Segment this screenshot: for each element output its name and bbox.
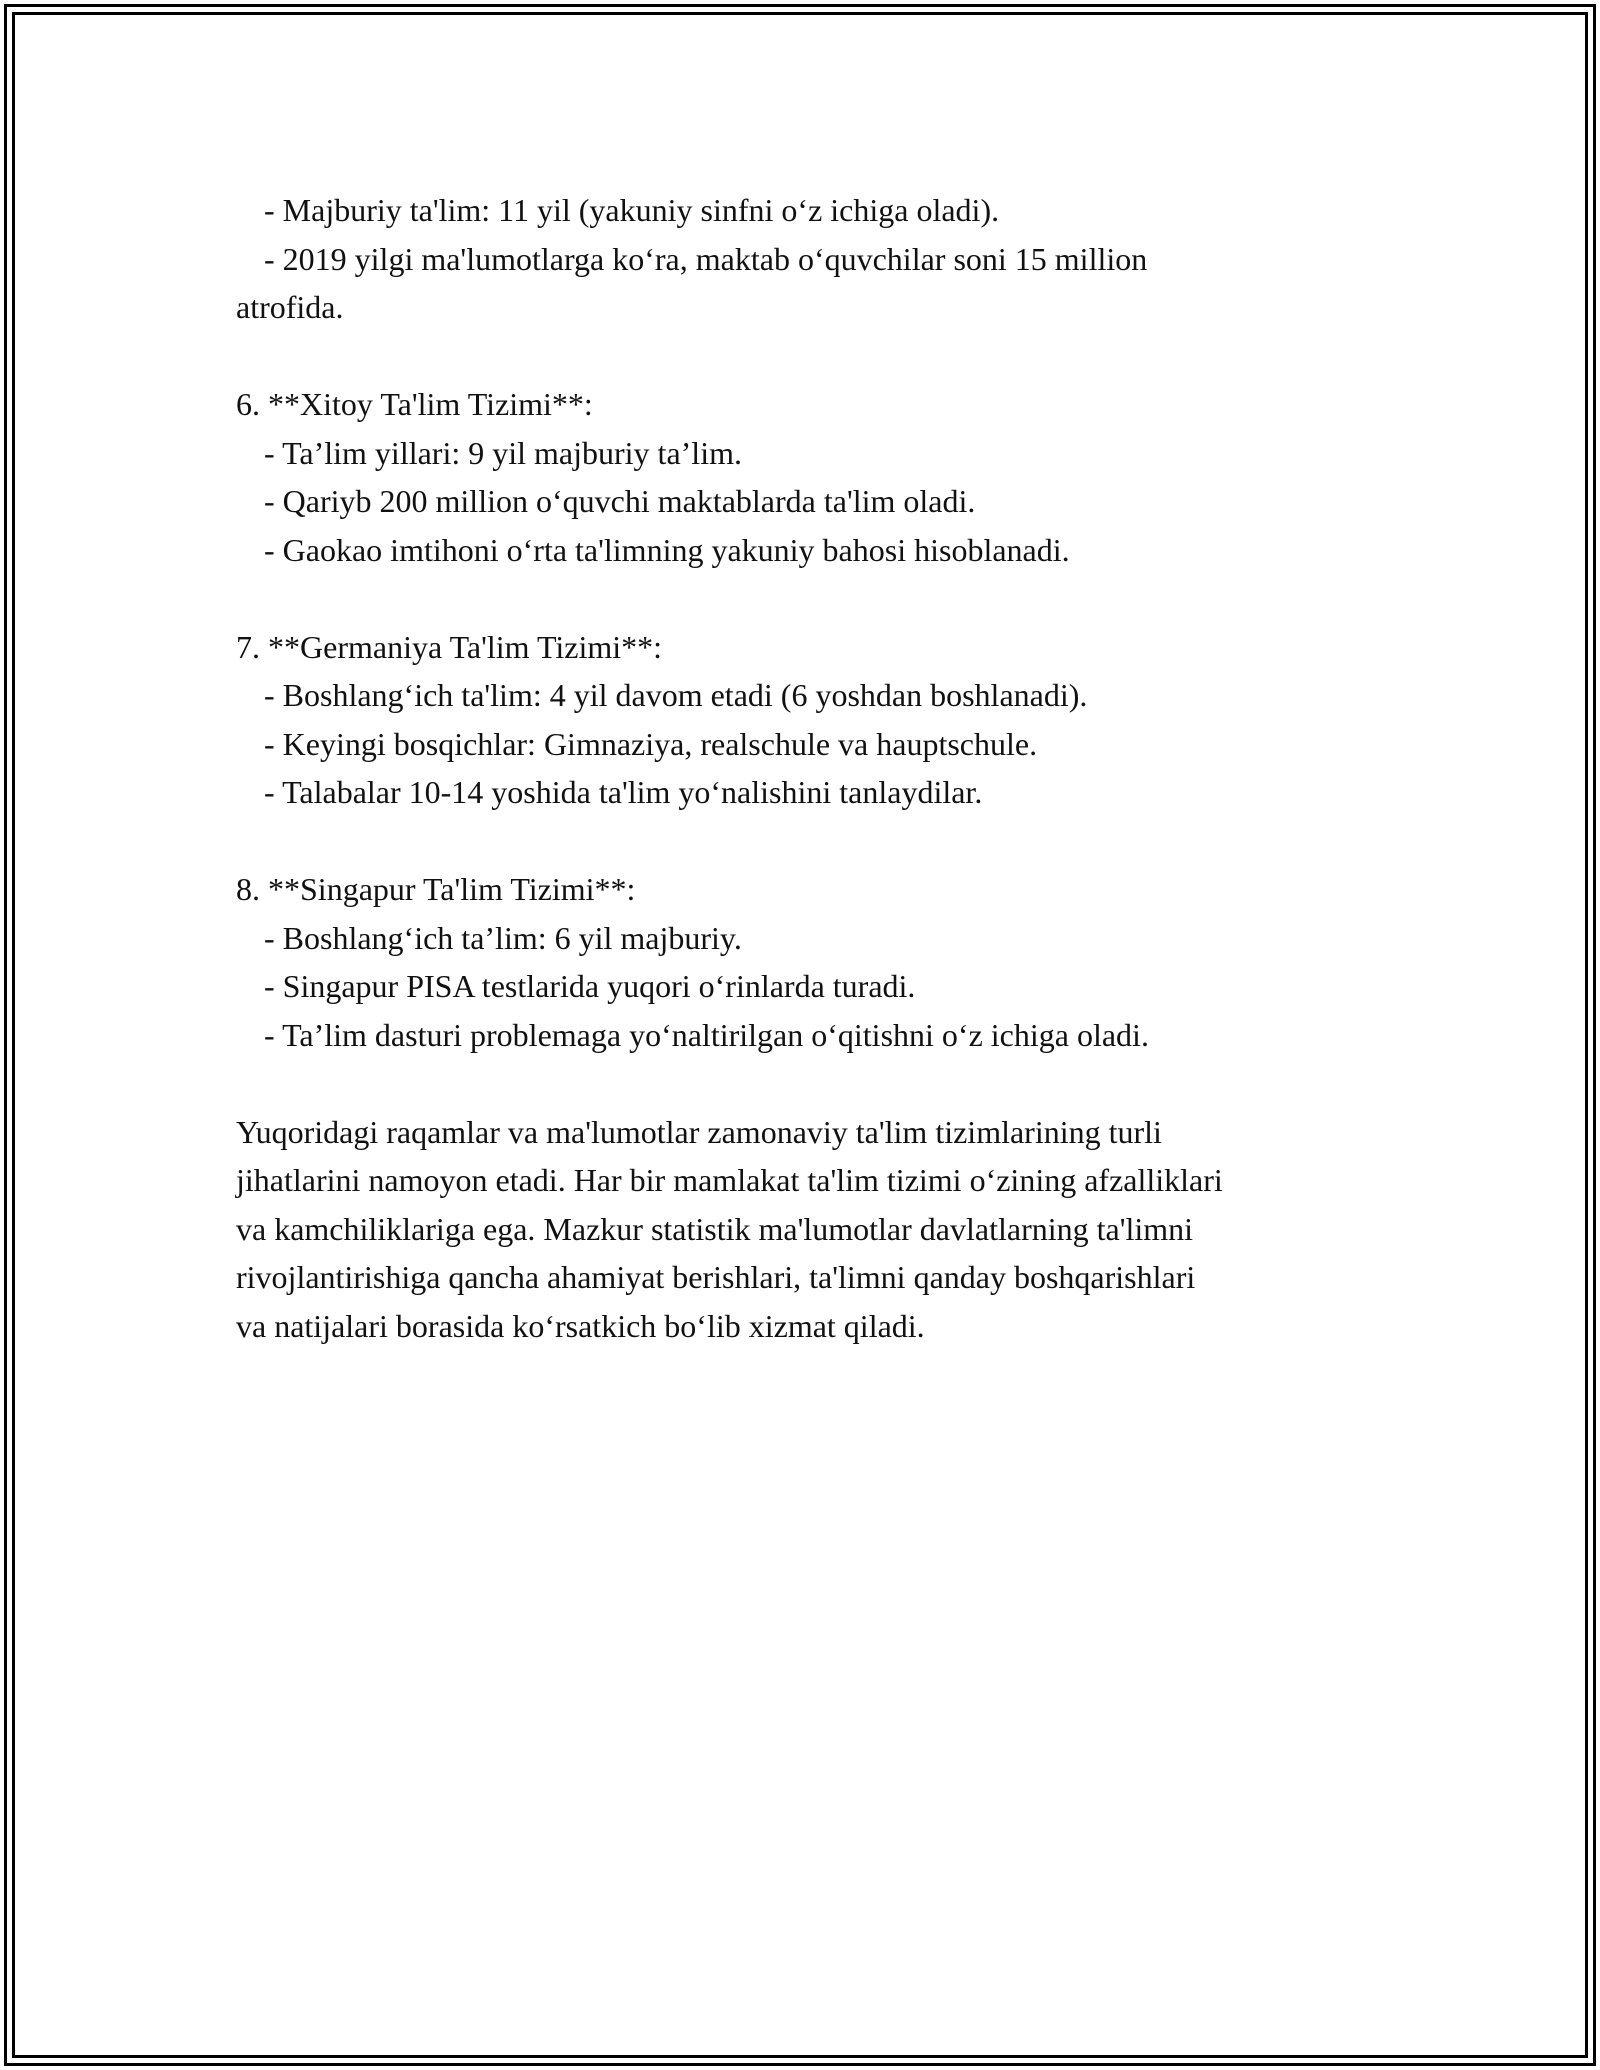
paragraph-gap	[236, 574, 1376, 623]
conclusion-line: jihatlarini namoyon etadi. Har bir mamlakat ta'lim tizimi o‘zining afzalliklari	[236, 1162, 1223, 1198]
section-heading: 8. **Singapur Ta'lim Tizimi**:	[236, 871, 636, 907]
section-heading: 7. **Germaniya Ta'lim Tizimi**:	[236, 628, 663, 665]
section-bullet: - Talabalar 10-14 yoshida ta'lim yo‘nalishini tanlaydilar.	[264, 774, 983, 810]
intro-bullet: - 2019 yilgi ma'lumotlarga ko‘ra, maktab o‘quvchilar soni 15 million	[264, 240, 1148, 277]
section-bullet: - Gaokao imtihoni o‘rta ta'limning yakuniy bahosi hisoblanadi.	[264, 531, 1070, 568]
section-bullet: - Qariyb 200 million o‘quvchi maktablarda ta'lim oladi.	[264, 483, 976, 519]
section-bullet: - Ta’lim yillari: 9 yil majburiy ta’lim.	[264, 434, 742, 471]
section-bullet: - Keyingi bosqichlar: Gimnaziya, realschule va hauptschule.	[264, 725, 1038, 762]
section-china	[236, 380, 1376, 574]
conclusion-line: Yuqoridagi raqamlar va ma'lumotlar zamonaviy ta'lim tizimlarining turli	[236, 1113, 1162, 1150]
section-singapore	[236, 865, 1376, 1059]
paragraph-gap	[236, 817, 1376, 866]
section-heading: 6. **Xitoy Ta'lim Tizimi**:	[236, 386, 593, 422]
section-bullet: - Boshlang‘ich ta'lim: 4 yil davom etadi (6 yoshdan boshlanadi).	[264, 677, 1088, 713]
conclusion-line: va kamchiliklariga ega. Mazkur statistik ma'lumotlar davlatlarning ta'limni	[236, 1210, 1194, 1247]
section-bullet: - Singapur PISA testlarida yuqori o‘rinlarda turadi.	[264, 968, 916, 1004]
document-body	[236, 186, 1376, 1350]
conclusion-line: va natijalari borasida ko‘rsatkich bo‘lib xizmat qiladi.	[236, 1307, 925, 1344]
section-bullet: - Ta’lim dasturi problemaga yo‘naltirilgan o‘qitishni o‘z ichiga oladi.	[264, 1016, 1149, 1053]
paragraph-gap	[236, 1059, 1376, 1108]
paragraph-gap	[236, 332, 1376, 381]
section-bullet: - Boshlang‘ich ta’lim: 6 yil majburiy.	[264, 919, 742, 956]
intro-bullet: - Majburiy ta'lim: 11 yil (yakuniy sinfni o‘z ichiga oladi).	[264, 192, 1000, 228]
conclusion-paragraph	[236, 1108, 1376, 1351]
section-germany	[236, 623, 1376, 817]
intro-continuation: atrofida.	[236, 289, 344, 325]
conclusion-line: rivojlantirishiga qancha ahamiyat berishlari, ta'limni qanday boshqarishlari	[236, 1259, 1196, 1295]
